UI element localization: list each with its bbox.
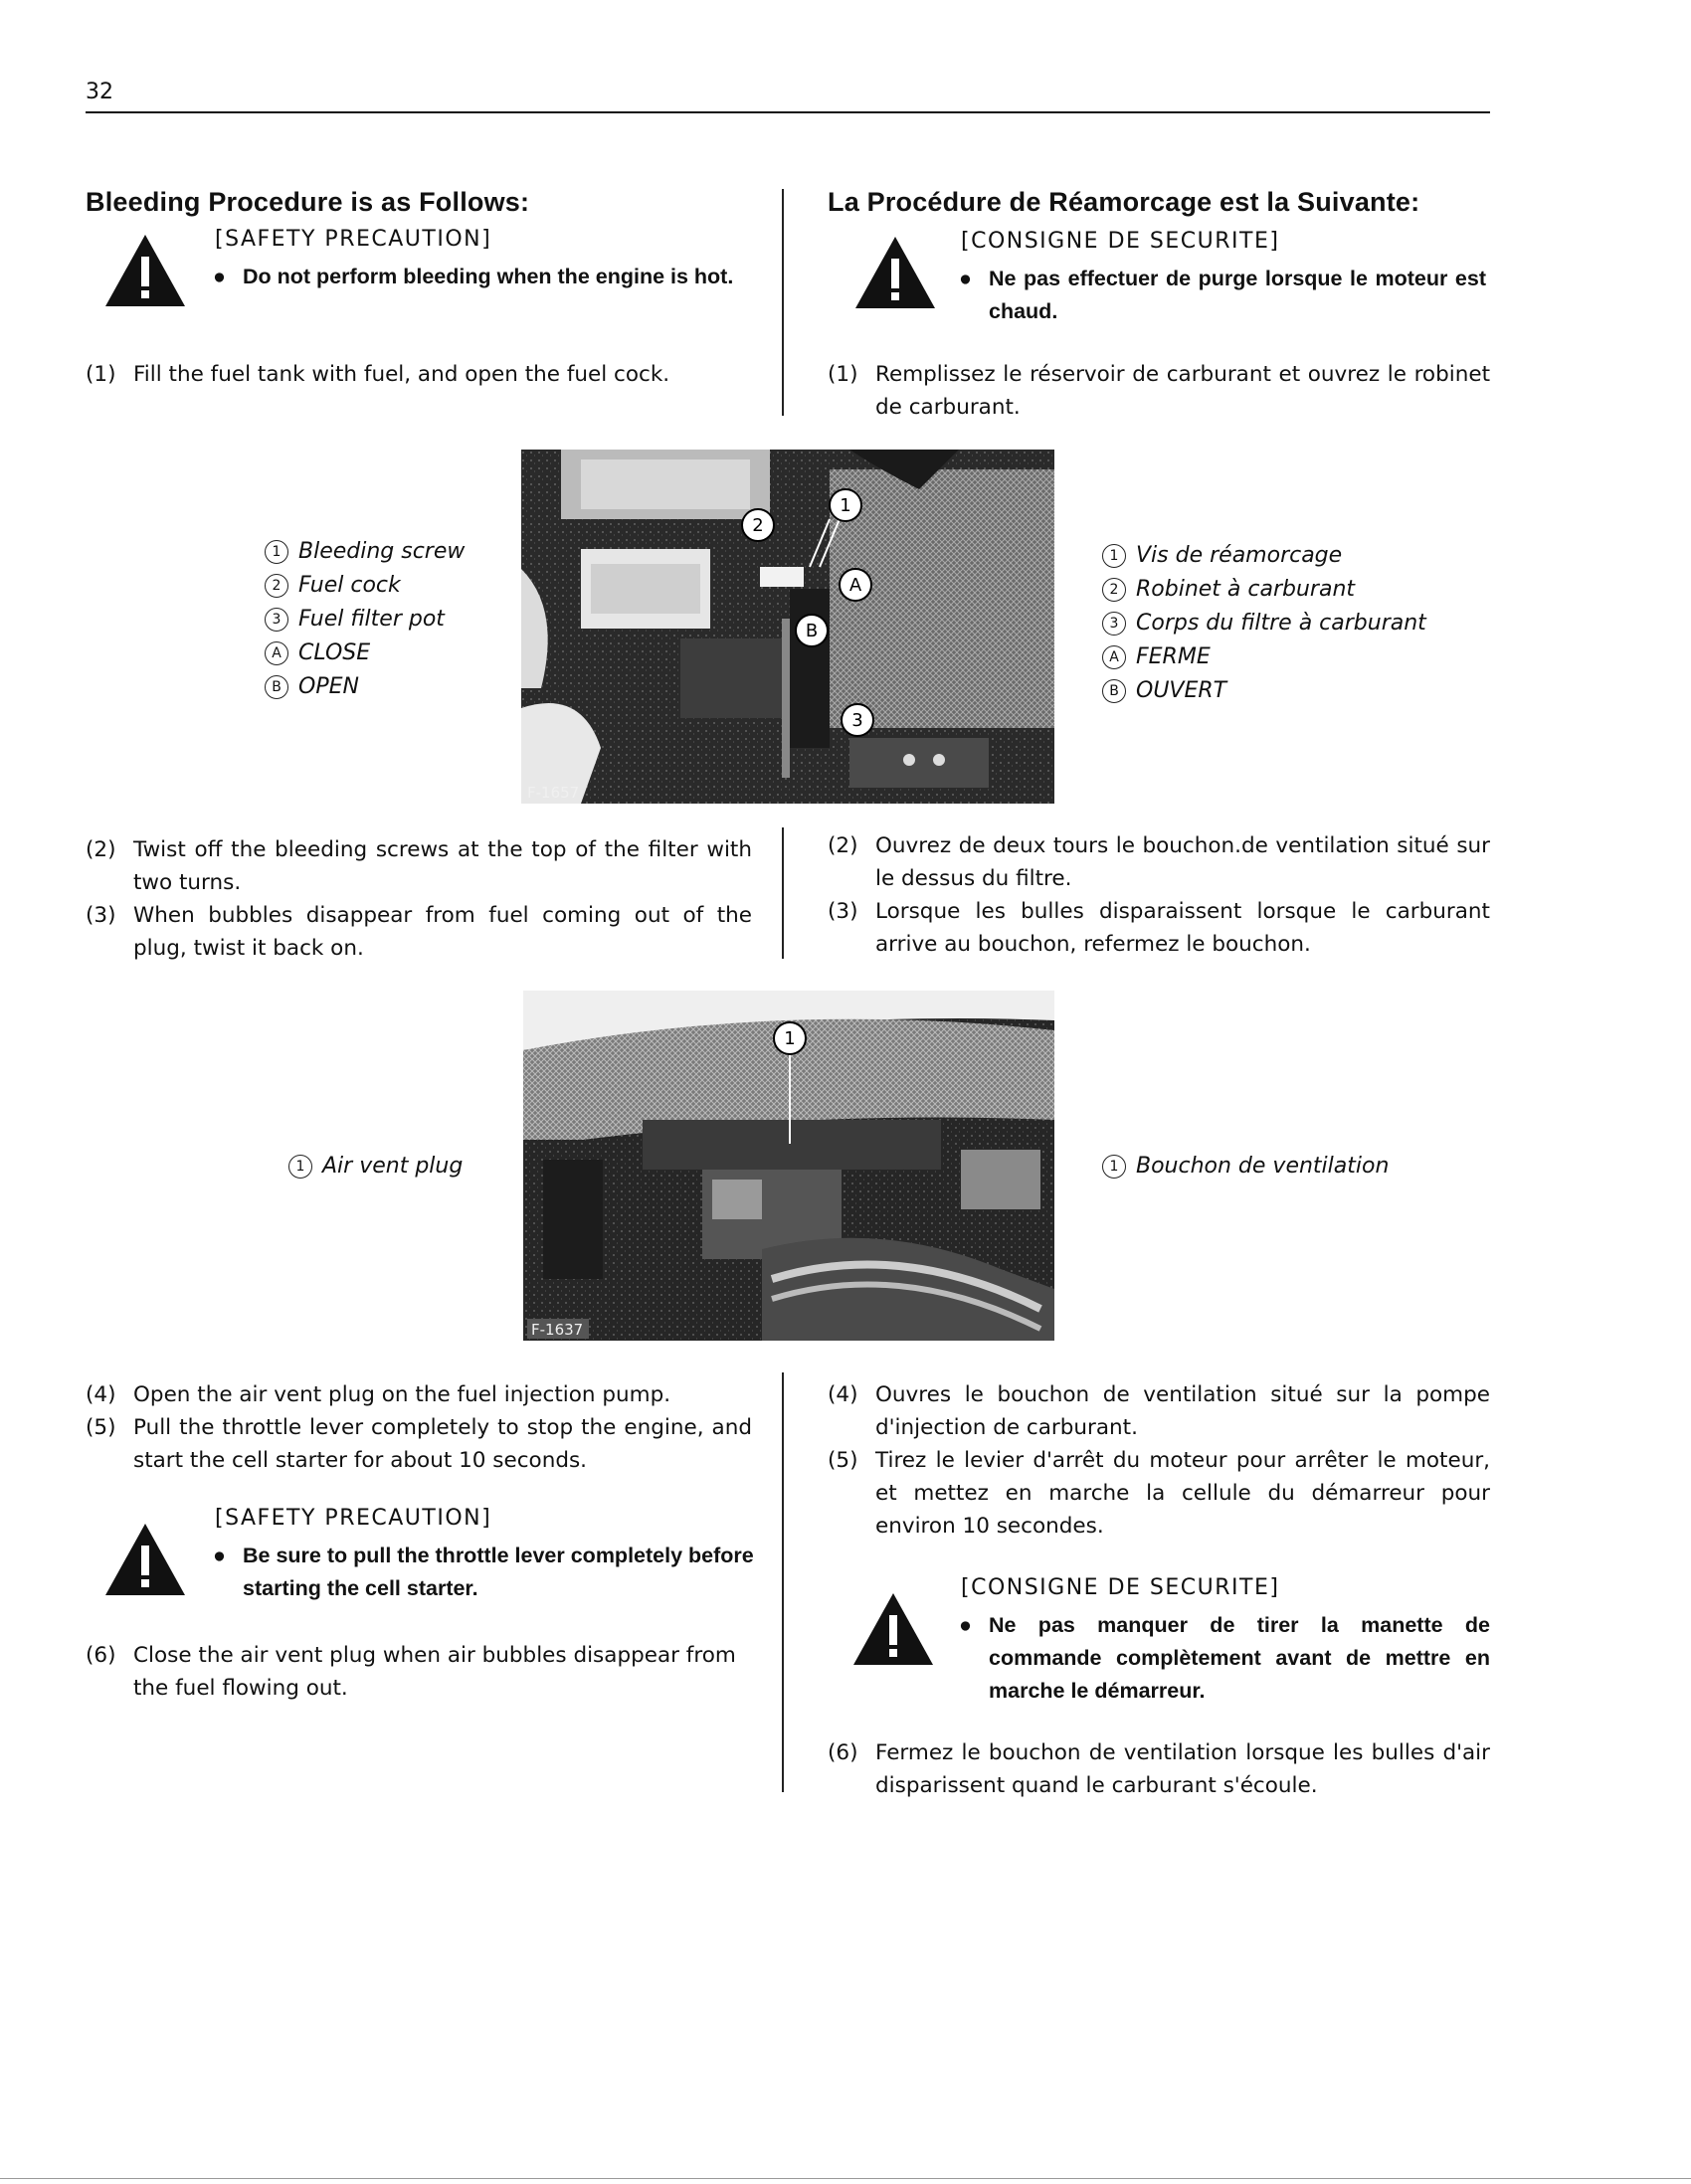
en-safety-bullet-2: ● Be sure to pull the throttle lever completely before starting the cell starter.: [213, 1540, 834, 1605]
header-rule: [86, 111, 1490, 113]
fr-safety-bullet-1: ● Ne pas effectuer de purge lorsque le moteur est chaud.: [959, 263, 1486, 328]
callout-1: 1: [840, 495, 851, 516]
fr-safety-bullet-2: ● Ne pas manquer de tirer la manette de commande complètement avant de mettre en marche le démarreur.: [959, 1609, 1490, 1708]
warning-triangle-icon: [853, 235, 937, 310]
photo-air-vent-plug: [523, 991, 1054, 1341]
legend-item: B OUVERT: [1102, 674, 1426, 708]
callout-circle-2: 2: [265, 574, 288, 598]
callout-circle-a: A: [1102, 645, 1126, 669]
bullet-dot: ●: [213, 1544, 226, 1567]
photo-fuel-filter-illustration: [521, 450, 1054, 804]
legend-item: 2 Robinet à carburant: [1102, 573, 1426, 607]
callout-2: 2: [752, 515, 764, 536]
en-safety-bullet-1: ● Do not perform bleeding when the engine is hot.: [213, 261, 834, 293]
callout-circle-2: 2: [1102, 578, 1126, 602]
photo-code: F-1657: [527, 784, 580, 802]
fr-step-6: (6) Fermez le bouchon de ventilation lorsque les bulles d'air disparissent quand le carburant s'écoule.: [828, 1740, 1490, 1798]
footer-rule: [0, 2178, 1691, 2179]
fr-step-1: (1) Remplissez le réservoir de carburant et ouvrez le robinet de carburant.: [828, 362, 1490, 420]
column-divider: [782, 827, 784, 959]
fr-step-4: (4) Ouvres le bouchon de ventilation situé sur la pompe d'injection de carburant.: [828, 1382, 1490, 1440]
callout-b: B: [805, 621, 819, 641]
en-safety-title-1: [SAFETY PRECAUTION]: [215, 227, 492, 252]
legend-item: 3 Corps du filtre à carburant: [1102, 607, 1426, 640]
callout-circle-1: 1: [265, 540, 288, 564]
en-legend-2: [288, 1150, 463, 1183]
warning-triangle-icon: [103, 233, 187, 308]
en-step-4: (4) Open the air vent plug on the fuel injection pump.: [86, 1382, 671, 1407]
warning-triangle-icon: [851, 1591, 935, 1667]
en-step-3: (3) When bubbles disappear from fuel coming out of the plug, twist it back on.: [86, 903, 752, 961]
fr-legend-2: [1102, 1150, 1389, 1183]
photo-code: F-1637: [531, 1321, 584, 1339]
en-safety-title-2: [SAFETY PRECAUTION]: [215, 1506, 492, 1531]
fr-safety-precaution-2: [828, 1575, 1494, 1705]
callout-a: A: [848, 575, 862, 596]
callout-circle-3: 3: [265, 608, 288, 632]
page-number: 32: [86, 80, 113, 104]
en-legend-1: [265, 535, 465, 704]
en-step-6: (6) Close the air vent plug when air bubbles disappear from the fuel flowing out.: [86, 1643, 736, 1701]
callout-circle-1: 1: [288, 1155, 312, 1179]
legend-item: 1 Vis de réamorcage: [1102, 539, 1426, 573]
callout-circle-b: B: [1102, 679, 1126, 703]
callout-circle-1: 1: [1102, 1155, 1126, 1179]
en-safety-precaution-1: [86, 227, 762, 326]
fr-safety-title-1: [CONSIGNE DE SECURITE]: [961, 229, 1280, 254]
bullet-dot: ●: [959, 267, 972, 290]
fr-step-2: (2) Ouvrez de deux tours le bouchon.de ventilation situé sur le dessus du filtre.: [828, 833, 1490, 891]
callout-3: 3: [851, 710, 863, 731]
photo-fuel-filter: [521, 450, 1054, 804]
legend-item: A CLOSE: [265, 637, 465, 670]
legend-item: 1 Bouchon de ventilation: [1102, 1150, 1389, 1183]
legend-item: 3 Fuel filter pot: [265, 603, 465, 637]
fr-legend-1: [1102, 539, 1426, 708]
bullet-dot: ●: [213, 265, 226, 288]
fr-safety-title-2: [CONSIGNE DE SECURITE]: [961, 1575, 1280, 1600]
warning-triangle-icon: [103, 1522, 187, 1597]
callout-circle-1: 1: [1102, 544, 1126, 568]
en-step-5: (5) Pull the throttle lever completely to stop the engine, and start the cell starter for about 10 seconds.: [86, 1415, 752, 1473]
callout-1: 1: [784, 1028, 796, 1049]
bullet-dot: ●: [959, 1613, 972, 1637]
fr-step-5: (5) Tirez le levier d'arrêt du moteur pour arrêter le moteur, et mettez en marche la cellule du démarreur pour environ 10 secondes.: [828, 1448, 1490, 1539]
legend-item: 2 Fuel cock: [265, 569, 465, 603]
fr-heading: La Procédure de Réamorcage est la Suivante:: [828, 187, 1420, 217]
legend-item: 1 Bleeding screw: [265, 535, 465, 569]
callout-circle-b: B: [265, 675, 288, 699]
en-step-1: (1) Fill the fuel tank with fuel, and open the fuel cock.: [86, 362, 670, 387]
photo-air-vent-plug-illustration: [523, 991, 1054, 1341]
callout-circle-a: A: [265, 641, 288, 665]
en-safety-precaution-2: [86, 1506, 762, 1615]
fr-step-3: (3) Lorsque les bulles disparaissent lorsque le carburant arrive au bouchon, refermez le bouchon.: [828, 899, 1490, 957]
column-divider: [782, 189, 784, 416]
callout-circle-3: 3: [1102, 612, 1126, 636]
en-step-2: (2) Twist off the bleeding screws at the top of the filter with two turns.: [86, 837, 752, 895]
legend-item: 1 Air vent plug: [288, 1150, 463, 1183]
legend-item: A FERME: [1102, 640, 1426, 674]
legend-item: B OPEN: [265, 670, 465, 704]
fr-safety-precaution-1: [828, 229, 1494, 328]
en-heading: Bleeding Procedure is as Follows:: [86, 187, 530, 217]
